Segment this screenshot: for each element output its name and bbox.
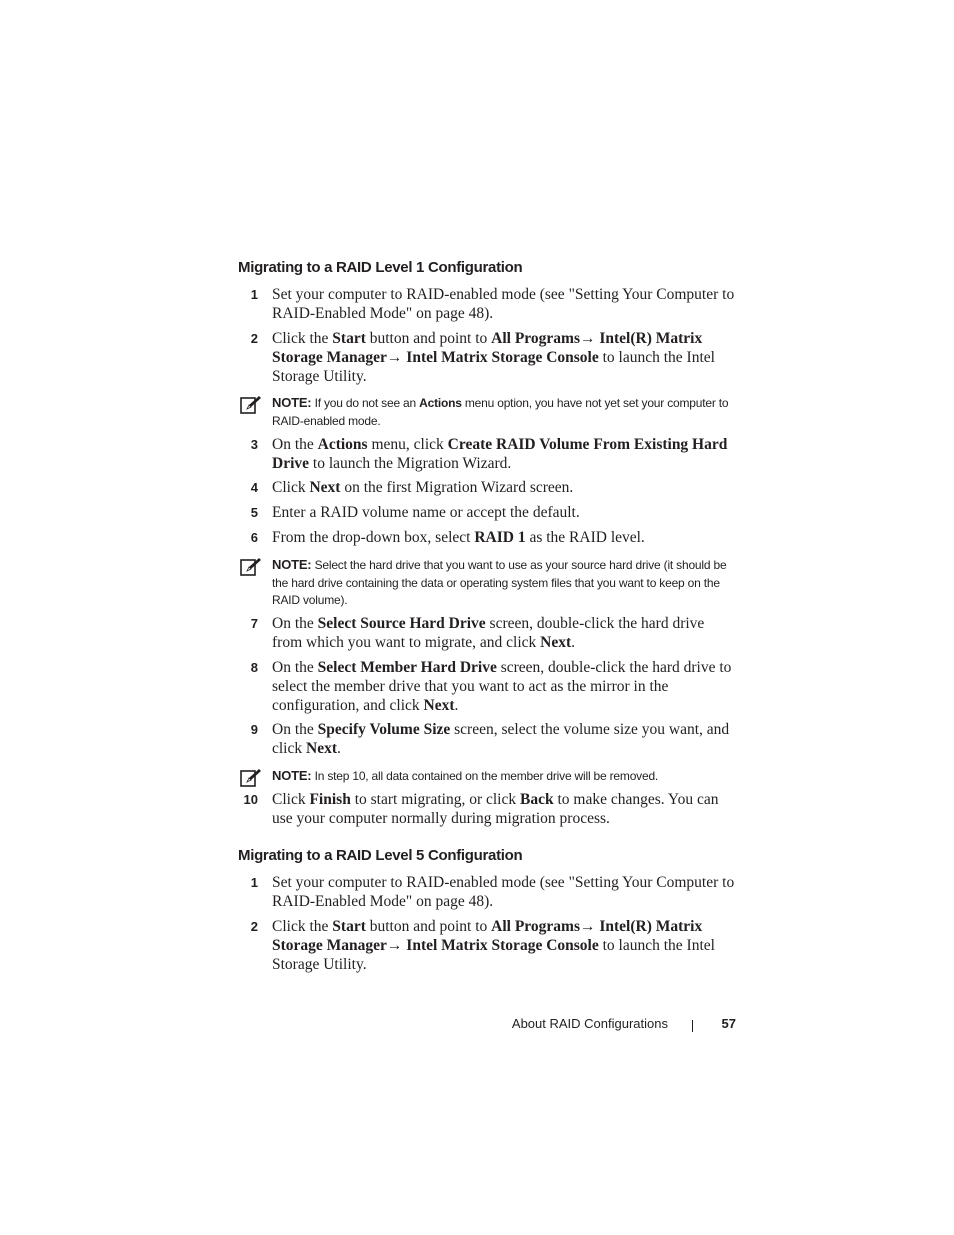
step-number: 8 bbox=[250, 660, 258, 675]
step-number: 2 bbox=[250, 331, 258, 346]
note bbox=[238, 767, 738, 786]
step-emphasis: Start bbox=[332, 330, 366, 347]
step-text: to make changes. You can use your computer normally during migration process. bbox=[272, 791, 719, 827]
step-text: screen, double-click the hard drive to select the member drive that you want to act as the mirror in the configuration, and click bbox=[272, 659, 732, 714]
step-text: . bbox=[571, 633, 576, 651]
step bbox=[238, 286, 736, 324]
step-text: Click the bbox=[272, 330, 333, 347]
step-emphasis: Start bbox=[332, 918, 366, 935]
step-text: On the bbox=[272, 615, 318, 632]
step-text bbox=[272, 529, 736, 548]
step-emphasis: Specify Volume Size bbox=[317, 721, 451, 738]
step-emphasis: Next bbox=[540, 633, 572, 651]
step-emphasis: Back bbox=[520, 791, 554, 808]
step-text: From the drop-down box, select bbox=[272, 529, 475, 546]
note-pencil-icon bbox=[240, 395, 262, 415]
step-emphasis: Next bbox=[423, 696, 455, 714]
step-number: 10 bbox=[243, 792, 258, 807]
step-number: 4 bbox=[250, 480, 258, 495]
step-text: Set your computer to RAID-enabled mode (see "Setting Your Computer to RAID-Enabled Mode" on page 48). bbox=[272, 874, 735, 910]
step bbox=[238, 615, 736, 653]
step-number: 9 bbox=[250, 722, 258, 737]
note-text: In step 10, all data contained on the member drive will be removed. bbox=[311, 769, 659, 783]
step-text bbox=[272, 918, 736, 974]
step-emphasis: Finish bbox=[309, 791, 351, 808]
step-text: on the first Migration Wizard screen. bbox=[340, 479, 574, 496]
note-text: Select the hard drive that you want to use as your source hard drive (it should be the hard drive containing the data or operating system files that you want to keep on the RAID volume). bbox=[272, 558, 727, 607]
step-text: to launch the Intel Storage Utility. bbox=[272, 348, 715, 385]
step bbox=[238, 330, 736, 386]
note-text: If you do not see an bbox=[311, 396, 420, 410]
step-number: 7 bbox=[250, 616, 258, 631]
step-text: to launch the Migration Wizard. bbox=[309, 454, 512, 472]
note bbox=[238, 556, 738, 610]
step-text bbox=[272, 791, 736, 829]
step-text: screen, select the volume size you want, and click bbox=[272, 721, 730, 757]
step-number: 6 bbox=[250, 530, 258, 545]
step-text: to launch the Intel Storage Utility. bbox=[272, 936, 715, 973]
step bbox=[238, 479, 736, 498]
step-text bbox=[272, 659, 736, 715]
page-footer bbox=[500, 1014, 736, 1036]
step-text bbox=[272, 286, 736, 324]
step-emphasis: All Programs→ Intel(R) Matrix Storage Manager→ Intel Matrix Storage Console bbox=[272, 918, 703, 954]
step-text: menu, click bbox=[367, 436, 448, 453]
step-text: as the RAID level. bbox=[525, 529, 645, 546]
note-pencil-icon bbox=[240, 557, 262, 577]
step-emphasis: Create RAID Volume From Existing Hard Drive bbox=[272, 436, 728, 472]
step-emphasis: RAID 1 bbox=[474, 529, 526, 546]
section-heading-raid1: Migrating to a RAID Level 1 Configuration bbox=[238, 259, 523, 276]
step bbox=[238, 874, 736, 912]
step-text: screen, double-click the hard drive from which you want to migrate, and click bbox=[272, 615, 705, 651]
step-text bbox=[272, 721, 736, 759]
step-number: 1 bbox=[250, 287, 258, 302]
step-text: to start migrating, or click bbox=[350, 791, 520, 808]
step-emphasis: Next bbox=[306, 739, 337, 757]
step-text: On the bbox=[272, 436, 318, 453]
step bbox=[238, 721, 736, 759]
step-text: Click bbox=[272, 791, 310, 808]
step-text: Set your computer to RAID-enabled mode (see "Setting Your Computer to RAID-Enabled Mode" on page 48). bbox=[272, 286, 735, 322]
step-text: Enter a RAID volume name or accept the default. bbox=[272, 504, 580, 521]
step-number: 1 bbox=[250, 875, 258, 890]
note-emphasis: Actions bbox=[419, 396, 462, 410]
step-text: . bbox=[454, 696, 459, 714]
footer-divider bbox=[692, 1020, 693, 1032]
step-number: 3 bbox=[250, 437, 258, 452]
step-text: On the bbox=[272, 721, 318, 738]
note-text bbox=[272, 556, 738, 610]
step bbox=[238, 436, 736, 474]
page-number: 57 bbox=[721, 1016, 736, 1031]
step-text bbox=[272, 436, 736, 474]
step-emphasis: Actions bbox=[317, 436, 368, 453]
note-label: NOTE: bbox=[272, 557, 312, 572]
step-text: . bbox=[337, 739, 341, 757]
section-heading-raid5: Migrating to a RAID Level 5 Configuration bbox=[238, 847, 523, 864]
step-emphasis: Next bbox=[309, 479, 341, 496]
step-text bbox=[272, 874, 736, 912]
step-text: Click the bbox=[272, 918, 333, 935]
step-number: 2 bbox=[250, 919, 258, 934]
note bbox=[238, 394, 738, 430]
step-text: button and point to bbox=[365, 330, 492, 347]
step-emphasis: Select Source Hard Drive bbox=[317, 615, 486, 632]
step bbox=[238, 791, 736, 829]
note-text: menu option, you have not yet set your computer to RAID-enabled mode. bbox=[272, 396, 729, 428]
step bbox=[238, 504, 736, 523]
step-text bbox=[272, 330, 736, 386]
step bbox=[238, 918, 736, 974]
step-text: button and point to bbox=[365, 918, 492, 935]
note-label: NOTE: bbox=[272, 768, 312, 783]
step-text bbox=[272, 615, 736, 653]
step-text: On the bbox=[272, 659, 318, 676]
note-text bbox=[272, 394, 738, 430]
note-pencil-icon bbox=[240, 768, 262, 788]
step-text bbox=[272, 504, 736, 523]
note-text bbox=[272, 767, 738, 786]
step bbox=[238, 659, 736, 715]
step-text: Click bbox=[272, 479, 310, 496]
footer-title: About RAID Configurations bbox=[511, 1016, 668, 1031]
step-emphasis: All Programs→ Intel(R) Matrix Storage Manager→ Intel Matrix Storage Console bbox=[272, 330, 703, 366]
step-emphasis: Select Member Hard Drive bbox=[317, 659, 497, 676]
step bbox=[238, 529, 736, 548]
note-label: NOTE: bbox=[272, 395, 312, 410]
step-text bbox=[272, 479, 736, 498]
step-number: 5 bbox=[250, 505, 258, 520]
